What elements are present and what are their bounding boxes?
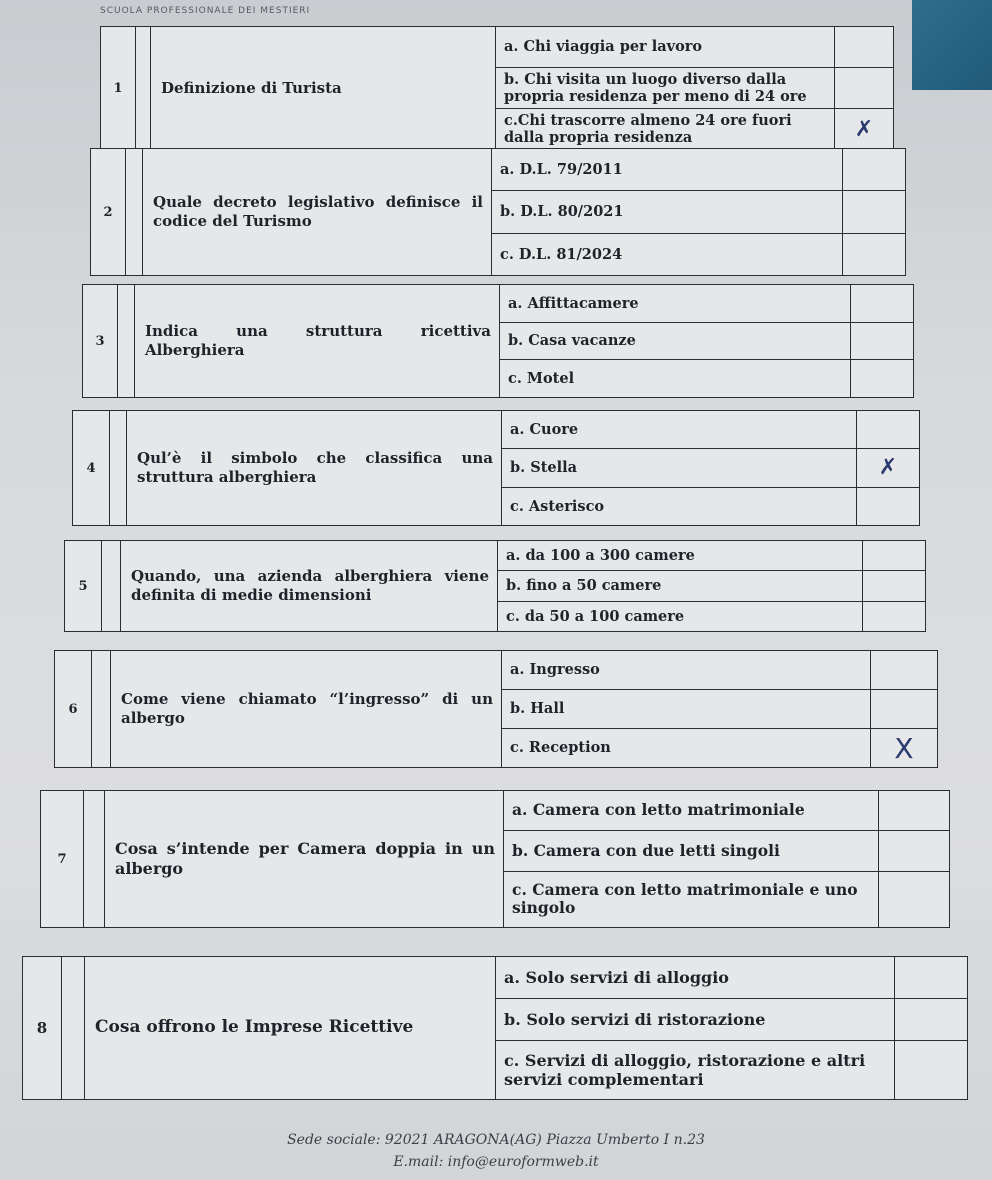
option-text: a. Chi viaggia per lavoro (504, 38, 703, 56)
answer-box[interactable] (842, 234, 905, 275)
option-text: b. fino a 50 camere (506, 577, 662, 595)
answer-box[interactable] (878, 872, 949, 927)
question-number: 5 (65, 541, 102, 631)
option-c (496, 109, 893, 149)
option-text: a. da 100 a 300 camere (506, 546, 695, 564)
option-text: a. Ingresso (510, 661, 600, 679)
option-text: c. Asterisco (510, 497, 605, 515)
answer-box[interactable] (850, 323, 913, 360)
question-number: 4 (73, 411, 110, 525)
option-a (500, 285, 913, 323)
column-divider (118, 285, 135, 397)
option-text: c. da 50 a 100 camere (506, 607, 685, 625)
option-b (500, 323, 913, 361)
answer-box[interactable] (894, 999, 967, 1040)
option-c (502, 488, 919, 525)
answer-box[interactable] (842, 149, 905, 190)
option-text: c. Servizi di alloggio, ristorazione e altri servizi complementari (504, 1050, 866, 1090)
option-b (504, 831, 949, 871)
answer-box[interactable] (842, 191, 905, 232)
column-divider (62, 957, 85, 1099)
answer-box[interactable] (850, 285, 913, 322)
footer-address: Sede sociale: 92021 ARAGONA(AG) Piazza Umberto I n.23 (287, 1132, 705, 1148)
blue-folder-corner (912, 0, 992, 90)
option-text: b. Chi visita un luogo diverso dalla propria residenza per meno di 24 ore (504, 70, 807, 105)
option-text: c.Chi trascorre almeno 24 ore fuori dalla propria residenza (504, 111, 792, 146)
option-a (496, 27, 893, 68)
option-c (498, 602, 925, 631)
question-5 (64, 540, 926, 632)
options-list (491, 149, 905, 275)
option-b (496, 68, 893, 109)
answer-box[interactable] (878, 791, 949, 830)
answer-box[interactable]: X (870, 729, 937, 767)
option-text: a. Cuore (510, 420, 579, 438)
footer-email: E.mail: info@euroformweb.it (393, 1154, 599, 1170)
option-a (496, 957, 967, 999)
option-c (500, 360, 913, 397)
option-text: b. Camera con due letti singoli (512, 840, 780, 860)
column-divider (92, 651, 111, 767)
options-list (497, 541, 925, 631)
question-text: Definizione di Turista (161, 78, 342, 97)
question-text: Quando, una azienda alberghiera viene definita di medie dimensioni (131, 567, 489, 604)
answer-box[interactable] (894, 957, 967, 998)
question-4 (72, 410, 920, 526)
answer-box[interactable] (878, 831, 949, 870)
column-divider (102, 541, 121, 631)
column-divider (84, 791, 105, 927)
option-a (492, 149, 905, 191)
option-b (498, 571, 925, 601)
question-1 (100, 26, 894, 150)
question-7 (40, 790, 950, 928)
answer-box[interactable] (856, 411, 919, 448)
options-list (501, 411, 919, 525)
question-number: 6 (55, 651, 92, 767)
question-2 (90, 148, 906, 276)
question-text: Cosa s’intende per Camera doppia in un albergo (115, 839, 495, 878)
question-text: Qul’è il simbolo che classifica una struttura alberghiera (137, 449, 493, 486)
question-text: Come viene chiamato “l’ingresso” di un albergo (121, 690, 493, 727)
option-b (492, 191, 905, 233)
option-text: a. Solo servizi di alloggio (504, 967, 729, 987)
answer-box[interactable]: ✗ (834, 109, 893, 149)
option-a (498, 541, 925, 571)
answer-box[interactable]: ✗ (856, 449, 919, 486)
question-text: Cosa offrono le Imprese Ricettive (95, 1017, 414, 1038)
options-list (495, 957, 967, 1099)
answer-box[interactable] (894, 1041, 967, 1099)
answer-box[interactable] (870, 651, 937, 689)
question-number: 7 (41, 791, 84, 927)
option-text: c. Reception (510, 739, 611, 757)
options-list (499, 285, 913, 397)
answer-box[interactable] (856, 488, 919, 525)
question-text: Quale decreto legislativo definisce il codice del Turismo (153, 193, 483, 230)
option-b (502, 690, 937, 729)
option-b (502, 449, 919, 487)
column-divider (136, 27, 151, 149)
option-text: c. Motel (508, 369, 575, 387)
column-divider (126, 149, 143, 275)
answer-box[interactable] (870, 690, 937, 728)
question-number: 8 (23, 957, 62, 1099)
option-c (502, 729, 937, 767)
option-text: c. Camera con letto matrimoniale e uno singolo (512, 879, 858, 918)
options-list (495, 27, 893, 149)
option-text: a. Affittacamere (508, 294, 639, 312)
question-number: 2 (91, 149, 126, 275)
option-text: c. D.L. 81/2024 (500, 245, 623, 263)
option-b (496, 999, 967, 1041)
options-list (501, 651, 937, 767)
answer-box[interactable] (834, 27, 893, 67)
question-number: 1 (101, 27, 136, 149)
option-a (504, 791, 949, 831)
option-text: b. Hall (510, 700, 565, 718)
answer-box[interactable] (850, 360, 913, 397)
option-text: b. Stella (510, 459, 578, 477)
options-list (503, 791, 949, 927)
option-text: a. Camera con letto matrimoniale (512, 800, 805, 820)
school-header: SCUOLA PROFESSIONALE DEI MESTIERI (100, 6, 311, 16)
question-text: Indica una struttura ricettiva Alberghiera (145, 322, 491, 359)
option-a (502, 411, 919, 449)
option-text: b. Solo servizi di ristorazione (504, 1010, 766, 1030)
option-text: b. Casa vacanze (508, 332, 636, 350)
answer-box[interactable] (834, 68, 893, 108)
option-text: b. D.L. 80/2021 (500, 203, 624, 221)
answer-box[interactable] (862, 571, 925, 600)
option-c (496, 1041, 967, 1099)
option-text: a. D.L. 79/2011 (500, 160, 623, 178)
option-a (502, 651, 937, 690)
option-c (504, 872, 949, 927)
answer-box[interactable] (862, 541, 925, 570)
question-3 (82, 284, 914, 398)
option-c (492, 234, 905, 275)
question-6 (54, 650, 938, 768)
answer-box[interactable] (862, 602, 925, 631)
column-divider (110, 411, 127, 525)
question-8 (22, 956, 968, 1100)
question-number: 3 (83, 285, 118, 397)
